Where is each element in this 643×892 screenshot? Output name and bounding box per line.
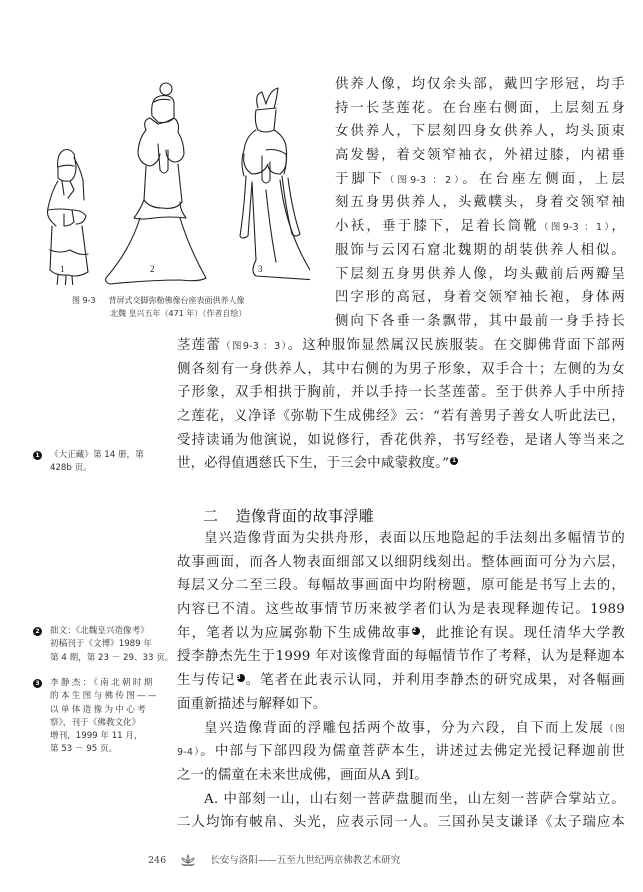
text-fragment: 。笔者在此表示认同，并利用李静杰的研究成果，对各幅画 — [244, 673, 625, 689]
donor-figures-drawing — [30, 50, 310, 285]
text-line: 故事画面，而各人物表面细部又以细阴线刻出。整体画面可分为六层， — [177, 554, 625, 570]
text-line: 授李静杰先生于1999 年对该像背面的每幅情节作了考释，认为是释迦本 — [177, 649, 625, 665]
text-line — [335, 215, 625, 239]
footnote-line: 察》，刊于《佛教文化》 — [50, 717, 141, 728]
lotus-icon — [179, 853, 197, 870]
figure-reference: 9-4） — [177, 747, 201, 759]
footnote-line: 《大正藏》第 14 册，第 — [50, 450, 144, 460]
text-line: 受持读诵为他演说，如说修行，香花供养，书写经卷，是诸人等当来之 — [177, 432, 625, 448]
text-fragment: 。这种服饰显然属汉民族服装。在交脚佛背面下部两 — [287, 338, 625, 353]
footnote-line: 第 53 － 95 页。 — [50, 744, 118, 755]
text-line — [335, 168, 625, 192]
text-line: 女供养人，下层刻四身女供养人，均头顶束 — [335, 124, 625, 140]
text-line: 皇兴造像背面为尖拱舟形，表面以压地隐起的手法刻出多幅情节的 — [204, 531, 625, 546]
text-line: 侧向下各垂一条飘带，其中最前一身手持长 — [335, 313, 625, 329]
footnote-mark: 1 — [33, 451, 42, 460]
text-line: 之莲花，义净译《弥勒下生成佛经》云：“若有善男子善女人听此法已， — [177, 409, 625, 425]
text-line: 持一长茎莲花。在台座右侧面，上层刻五身 — [335, 100, 625, 116]
footnote-line: 初稿刊于《文博》1989 年 — [50, 639, 152, 650]
text-line — [177, 740, 625, 764]
figure-caption — [72, 294, 246, 320]
text-fragment: 皇兴造像背面的浮雕包括两个故事，分为六段，自下而上发展 — [204, 720, 605, 736]
figure-subnumber-2: 2 — [150, 264, 155, 274]
figure-subnumber-1: 1 — [60, 264, 65, 274]
text-line: 凹字形的高冠，身着交领窄袖长袍，身体两 — [335, 290, 625, 306]
footnote-line: 增刊，1999 年 11 月， — [50, 731, 143, 742]
figure-caption-label: 图 9-3 — [72, 296, 96, 305]
text-fragment: 。中部与下部四段为儒童菩萨本生，讲述过去佛定光授记释迦前世 — [200, 744, 625, 760]
text-line: 二人均饰有帔帛、头光，应表示同一人。三国孙吴支谦译《太子瑞应本 — [177, 815, 625, 831]
footnote-line: 李静杰：《南北朝时期 — [50, 678, 155, 688]
text-fragment: ， — [611, 219, 625, 235]
text-fragment: ，此推论有误。现任清华大学教 — [420, 625, 625, 641]
body-text-wide-column-1 — [177, 334, 625, 476]
body-text-wide-column-2 — [177, 527, 625, 835]
text-line: 高发髻，着交领窄袖衣，外裙过膝，内裙垂 — [335, 148, 625, 164]
body-text-narrow-column — [335, 73, 625, 334]
donor-figure-3 — [240, 88, 310, 280]
footnote-1 — [33, 449, 158, 476]
donor-figure-1 — [48, 150, 89, 286]
footnote-marker-3[interactable]: 3 — [237, 674, 245, 682]
footnote-line: 以单体造像为中心考 — [50, 704, 149, 715]
footnote-line: 的本生图与佛传图—— — [50, 691, 159, 702]
text-line — [177, 452, 625, 476]
footnote-3 — [33, 677, 158, 757]
section-number: 二 — [203, 507, 219, 525]
text-line — [177, 669, 625, 693]
figure-reference: （图 — [604, 723, 625, 735]
text-line: 侧各刻有一身供养人，其中右侧的为男子形象，双手合十；左侧的为女 — [177, 361, 625, 377]
text-line: 面重新描述与解释如下。 — [177, 696, 327, 712]
footnote-line: 第 4 期，第 23 － 29、33 页。 — [50, 652, 174, 663]
text-line: A. 中部刻一山，山右刻一菩萨盘腿而坐，山左刻一菩萨合掌站立。 — [204, 791, 625, 807]
text-line — [177, 622, 625, 646]
page-footer — [148, 852, 400, 870]
text-fragment: 小袄，垂于膝下，足着长筒靴 — [335, 219, 540, 235]
figure-9-3 — [30, 50, 310, 285]
text-line: 之一的儒童在未来世成佛，画面从A 到I。 — [177, 767, 428, 783]
page-number: 246 — [148, 855, 167, 866]
text-fragment: 茎莲蕾 — [177, 338, 222, 353]
text-line: 每层又分二至三段。每幅故事画面中均附榜题，原可能是书写上去的， — [177, 578, 625, 594]
section-title: 造像背面的故事浮雕 — [235, 507, 375, 525]
text-line: 下层刻五身男供养人像，均头戴前后两瓣呈 — [335, 266, 625, 282]
text-line: 供养人像，均仅余头部，戴凹字形冠，均手 — [335, 77, 625, 92]
text-fragment: 于脚下 — [335, 171, 385, 187]
figure-subnumber-3: 3 — [258, 264, 263, 274]
footnote-mark: 2 — [33, 627, 42, 636]
figure-caption-title: 背屏式交脚弥勒佛像台座表面供养人像 — [108, 296, 245, 305]
footnote-mark: 3 — [33, 679, 42, 688]
figure-reference: （图9-3 ：2） — [384, 174, 463, 186]
footnote-marker-2[interactable]: 2 — [412, 627, 420, 635]
text-line: 内容已不清。这些故事情节历来被学者们认为是表现释迦传记。1989 — [177, 602, 625, 618]
text-fragment: 年，笔者以为应属弥勒下生成佛故事 — [177, 625, 412, 641]
book-title: 长安与洛阳——五至九世纪两京佛教艺术研究 — [210, 855, 401, 866]
text-fragment: 生与传记 — [177, 673, 236, 689]
footnote-line: 428b 页。 — [50, 463, 92, 474]
footnote-2 — [33, 625, 174, 665]
text-fragment: 。在台座左侧面，上层 — [462, 171, 625, 187]
figure-caption-subtitle: 北魏 皇兴五年（471 年）（作者自绘） — [110, 309, 247, 318]
donor-figure-2 — [106, 83, 207, 284]
text-line — [177, 334, 625, 358]
footnote-line: 拙文：《北魏皇兴造像考》 — [50, 626, 149, 636]
text-line: 子形象，双手相拱于胸前，并以手持一长茎莲蕾。至于供养人手中所持 — [177, 385, 625, 401]
figure-reference: （图9-3 ：1） — [539, 222, 612, 234]
text-line — [177, 717, 625, 741]
text-line: 刻五身男供养人，头戴幞头，身着交领窄袖 — [335, 195, 625, 211]
text-fragment: 世，必得值遇慈氏下生，于三会中咸蒙救度。” — [177, 456, 450, 472]
section-heading — [203, 505, 374, 526]
footnote-marker-1[interactable]: 1 — [451, 457, 457, 465]
text-line: 服饰与云冈石窟北魏期的胡装供养人相似。 — [335, 242, 625, 258]
figure-reference: （图9-3 ：3） — [221, 341, 288, 352]
